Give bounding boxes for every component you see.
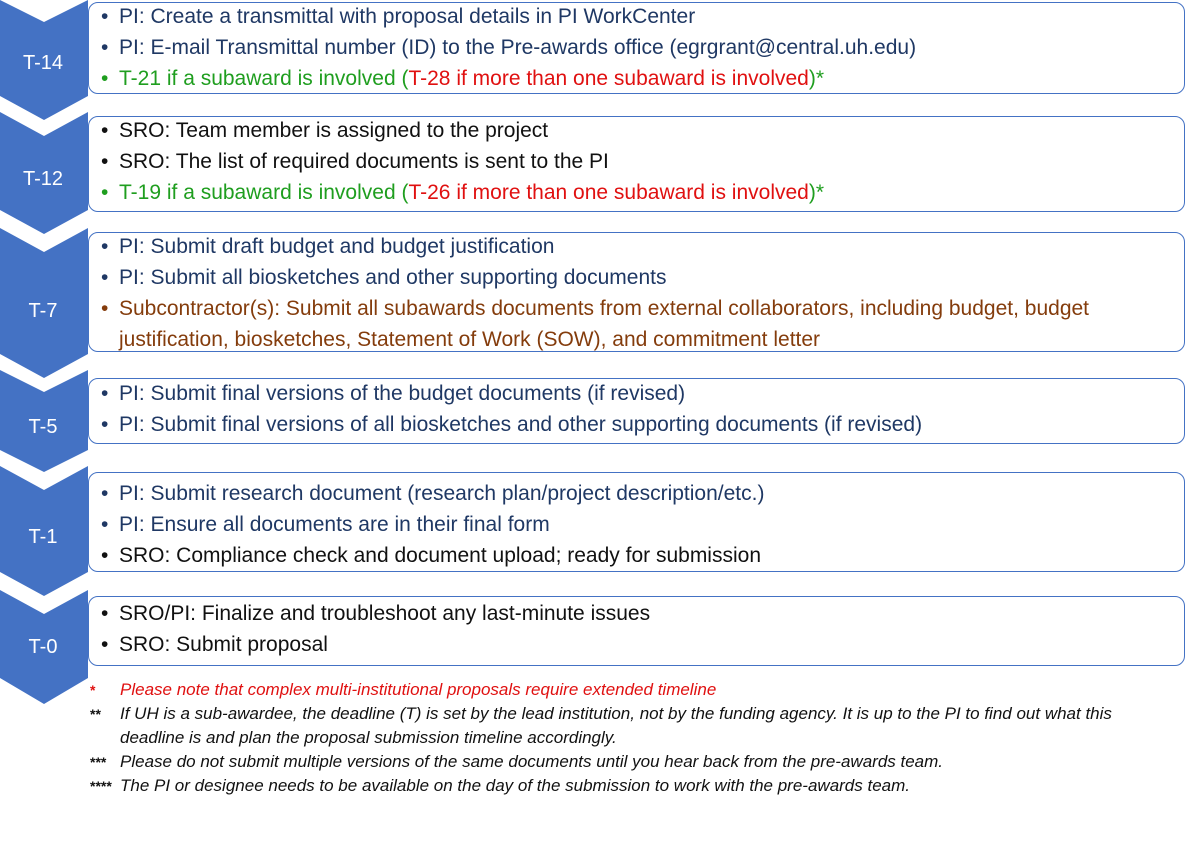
footnote-mark: ** xyxy=(90,706,101,722)
footnote xyxy=(90,750,1190,774)
footnote-text: Please do not submit multiple versions of the same documents until you hear back from the pre-awards team. xyxy=(120,752,944,771)
step-box xyxy=(88,596,1185,666)
step-box xyxy=(88,2,1185,94)
step-box xyxy=(88,378,1185,444)
list-item: • SRO: Team member is assigned to the project xyxy=(99,115,1180,146)
list-item: • T-21 if a subaward is involved (T-28 if more than one subaward is involved)* xyxy=(99,63,1180,94)
list-item: • PI: Create a transmittal with proposal details in PI WorkCenter xyxy=(99,1,1180,32)
timeline-step-t14 xyxy=(0,0,1200,120)
footnotes xyxy=(90,678,1190,798)
step-label: T-5 xyxy=(28,416,58,438)
step-label: T-14 xyxy=(22,52,64,74)
footnote xyxy=(90,774,1190,798)
list-item: • PI: Submit draft budget and budget justification xyxy=(99,231,1180,262)
footnote-text: Please note that complex multi-institutional proposals require extended timeline xyxy=(120,680,717,699)
list-item: • SRO: Submit proposal xyxy=(99,629,1180,660)
step-box xyxy=(88,116,1185,212)
footnote-mark: *** xyxy=(90,754,107,770)
footnote-mark: **** xyxy=(90,778,112,794)
list-item: • T-19 if a subaward is involved (T-26 if more than one subaward is involved)* xyxy=(99,177,1180,208)
step-box xyxy=(88,232,1185,352)
timeline-step-t5 xyxy=(0,370,1200,472)
list-item: • PI: Submit all biosketches and other supporting documents xyxy=(99,262,1180,293)
timeline-step-t7 xyxy=(0,228,1200,378)
list-item: • Subcontractor(s): Submit all subawards documents from external collaborators, including budget, budget justification, biosketches, Statement of Work (SOW), and commitment letter xyxy=(99,293,1180,355)
list-item: • PI: Submit final versions of all biosketches and other supporting documents (if revised) xyxy=(99,409,1180,440)
list-item: • SRO: The list of required documents is sent to the PI xyxy=(99,146,1180,177)
footnote xyxy=(90,702,1190,750)
step-box xyxy=(88,472,1185,572)
timeline-step-t1 xyxy=(0,466,1200,596)
list-item: • PI: Submit final versions of the budget documents (if revised) xyxy=(99,378,1180,409)
step-label: T-1 xyxy=(28,526,58,548)
timeline-step-t12 xyxy=(0,112,1200,234)
list-item: • PI: E-mail Transmittal number (ID) to the Pre-awards office (egrgrant@central.uh.edu) xyxy=(99,32,1180,63)
footnote-mark: * xyxy=(90,682,96,698)
step-label: T-0 xyxy=(28,636,58,658)
footnote xyxy=(90,678,1190,702)
list-item: • SRO/PI: Finalize and troubleshoot any last-minute issues xyxy=(99,598,1180,629)
list-item: • PI: Submit research document (research plan/project description/etc.) xyxy=(99,478,1180,509)
step-label: T-7 xyxy=(28,300,58,322)
list-item: • SRO: Compliance check and document upload; ready for submission xyxy=(99,540,1180,571)
footnote-text: If UH is a sub-awardee, the deadline (T) is set by the lead institution, not by the funding agency. It is up to the PI to find out what this deadline is and plan the proposal submission timeline accordingly. xyxy=(120,704,1112,747)
list-item: • PI: Ensure all documents are in their final form xyxy=(99,509,1180,540)
step-label: T-12 xyxy=(22,168,64,190)
footnote-text: The PI or designee needs to be available on the day of the submission to work with the pre-awards team. xyxy=(120,776,911,795)
